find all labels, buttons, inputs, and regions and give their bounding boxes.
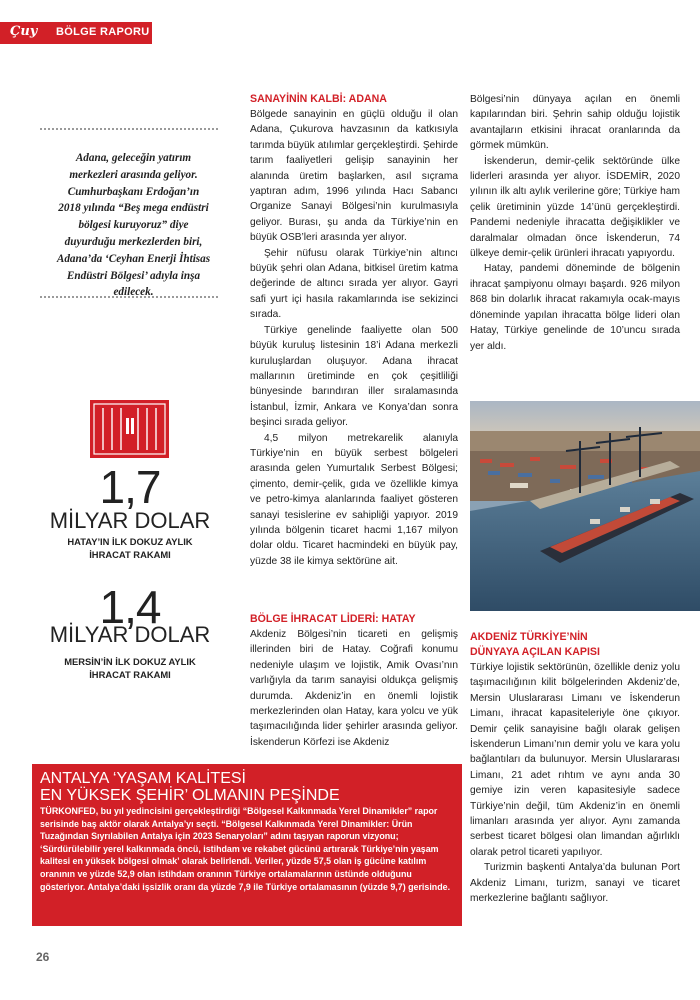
port-photo (470, 401, 700, 611)
stat-mersin-label: MERSİN’İN İLK DOKUZ AYLIK İHRACAT RAKAMI (64, 656, 196, 680)
antalya-box-title: ANTALYA ‘YAŞAM KALİTESİ EN YÜKSEK ŞEHİR’ OLMANIN PEŞİNDE (40, 770, 340, 804)
stat-hatay-label: HATAY’IN İLK DOKUZ AYLIK İHRACAT RAKAMI (67, 536, 193, 560)
stat-hatay-value: 1,7 (99, 461, 161, 513)
paragraph: İskenderun, demir-çelik sektöründe ülke liderleri arasında yer alıyor. İSDEMİR, 2020 yılının ilk altı aylık verilerine göre; Türkiye ham çelik üretiminin yüzde 14’ünü gerçekleştirdi. Pandemi nedeniyle ihracatta değişiklikler ve daralmalar olmadan önce İskenderun, 74 ülkeye demir-çelik ürünleri ihracatı yapıyordu. (470, 155, 680, 260)
paragraph: Türkiye genelinde faaliyette olan 500 büyük kuruluş listesinin 18’i Adana merkezli kuruluşlardan oluşuyor. Adana ihracat mallarının üretiminde en çok çeşitliliği bünyesinde barındıran iller sıralamasında İstanbul, İzmir, Ankara ve Konya’dan sonra beşinci sırada geliyor. (250, 324, 458, 429)
quote-rule-bottom (40, 296, 218, 298)
shipping-container-icon (90, 400, 169, 458)
heading-adana: SANAYİNİN KALBİ: ADANA (250, 93, 387, 105)
paragraph-hatay-part1: Akdeniz Bölgesi’nin ticareti en gelişmiş illerinden biri de Hatay. Coğrafi konumu nedeniyle ulaşım ve lojistik, Amik Ovası’nın varlığıyla da tarım sanayisi oldukça gelişmiş durumda. Akdeniz’in en önemli lojistik merkezlerinden olan Hatay, kara yolcu ve yük taşımacılığında lider şehirler arasında geliyor. İskenderun Körfezi ise Akdeniz (250, 629, 458, 748)
heading-akdeniz: AKDENİZ TÜRKİYE’NİN DÜNYAYA AÇILAN KAPISI (470, 631, 600, 658)
stat-mersin-value: 1,4 (99, 581, 161, 633)
paragraph: Hatay, pandemi döneminde de bölgenin ihracat şampiyonu olmayı başardı. 926 milyon 868 bin dolarlık ihracat rakamıyla ocak-mayıs döneminde yapılan ihracatta bölge lideri olan Hatay, Türkiye genelinde de 10’uncu sırada yer aldı. (470, 263, 680, 352)
paragraph: Turizmin başkenti Antalya’da bulunan Port Akdeniz Limanı, turizm, sanayi ve ticaret merkezlerine bağlantı sağlıyor. (470, 862, 680, 905)
paragraph-hatay-part2: Bölgesi’nin dünyaya açılan en önemli kapılarından biri. Şehrin sahip olduğu lojistik avantajların etkisini ihracat oranlarında da görmek mümkün. (470, 94, 680, 152)
brand-logo: Çuy (10, 24, 38, 39)
stat-mersin-unit: MİLYAR DOLAR (49, 622, 211, 647)
antalya-box-body: TÜRKONFED, bu yıl yedincisini gerçekleştirdiği “Bölgesel Kalkınmada Yerel Dinamikler” rapor serisinde baş aktör olarak Antalya’yı seçti. “Bölgesel Kalkınmada Yerel Dinamikler: Ürün Tuzağından Sıyrılabilen Antalya için 2023 Senaryoları” adını taşıyan raporun vizyonu; ‘Sürdürülebilir yerel kalkınmada öncü, istihdam ve rekabet gücünü artırarak Türkiye’nin yaşam kalitesi en yüksek bölgesi olmak’ olarak belirlendi. Veriler, yüzde 57,5 olan iş gücüne katılım oranının ve yüzde 52,9 olan istihdam oranının Türkiye ortalamalarının üstünde olduğunu gösteriyor. Antalya’daki işsizlik oranı da yüzde 7,9 ile Türkiye ortalamasının (yüzde 9,7) gerisinde. (40, 806, 451, 892)
heading-hatay: BÖLGE İHRACAT LİDERİ: HATAY (250, 613, 416, 625)
article-column-2 (470, 92, 680, 354)
port-illustration (470, 401, 700, 611)
stat-hatay-unit: MİLYAR DOLAR (49, 508, 211, 533)
article-column-1 (250, 92, 458, 569)
section-title: BÖLGE RAPORU (56, 26, 150, 38)
pull-quote: Adana, geleceğin yatırım merkezleri arasında geliyor. Cumhurbaşkanı Erdoğan’ın 2018 yılında “Beş mega endüstri bölgesi kuruyoruz” diye duyurduğu merkezlerden biri, Adana’da ‘Ceyhan Enerji İhtisas Endüstri Bölgesi’ adıyla inşa edilecek. (56, 152, 211, 299)
paragraph: Bölgede sanayinin en güçlü olduğu il olan Adana, Çukurova havzasının da katkısıyla tarımda büyük atılımlar gerçekleştirdi. Şehirde tarım faaliyetleri gelişip sanayinin her alanında üretim başlarken, asıl sıçrama yaptıran adım, 1996 yılında Hacı Sabancı Organize Sanayi Bölgesi’nin kurulmasıyla geliyor. Burası, şu anda da Türkiye’nin en büyük OSB’leri arasında yer alıyor. (250, 109, 458, 244)
quote-rule-top (40, 128, 218, 130)
paragraph: Türkiye lojistik sektörünün, özellikle deniz yolu taşımacılığının kilit bölgelerinden Akdeniz’de, Mersin Uluslararası Limanı ve İskenderun Limanı, ihracat kapasiteleriyle öne çıkıyor. Demir çelik sanayisine bağlı olarak gelişen İskenderun Limanı’nın demir yolu ve kara yolu bağlantıları da bulunuyor. Mersin Uluslararası Limanı, 21 adet rıhtım ve aynı anda 30 gemiye izin veren kapasitesiyle sadece Türkiye’nin değil, tüm Akdeniz’in en önemli limanları arasında yer alıyor. Aynı zamanda serbest ticaret bölgesi olan limandan ağırlıklı olarak petrol ticareti yapılıyor. (470, 662, 680, 858)
page-number: 26 (36, 950, 50, 964)
paragraph: Şehir nüfusu olarak Türkiye’nin altıncı büyük şehri olan Adana, bitkisel üretim katma değerinde de altıncı sırada yer alıyor. Gayri safi yurt içi hasıla rakamlarında ise sekizinci sırada. (250, 247, 458, 321)
article-column-1-lower (250, 612, 458, 750)
paragraph: 4,5 milyon metrekarelik alanıyla Türkiye’nin en büyük serbest bölgeleri arasında gelen Yumurtalık Serbest Bölgesi; çimento, demir-çelik, gıda ve özellikle kimya ve petro-kimya alanlarında faaliyet gösteren sanayi tesislerine ev sahipliği yapıyor. 2019 yılında bölgenin ticaret hacmi 1,167 milyon dolar oldu. Ticaret hacmindeki en büyük pay, yüzde 38 ile kimya sektörüne ait. (250, 432, 458, 567)
article-column-2-lower (470, 630, 680, 907)
antalya-sidebar-box (32, 764, 462, 926)
